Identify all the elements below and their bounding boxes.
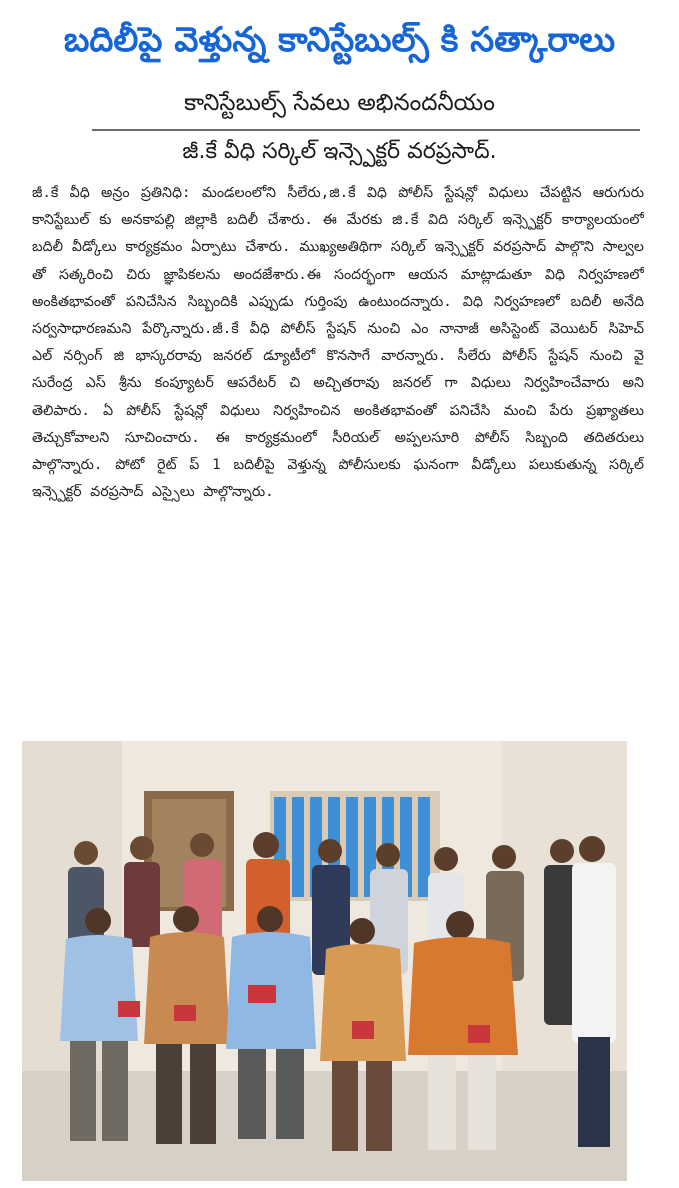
headline: బదిలీపై వెళ్తున్న కానిస్టేబుల్స్ కి సత్కారాలు xyxy=(63,20,616,60)
subheadline: కానిస్టేబుల్స్ సేవలు అభినందనీయం xyxy=(184,90,495,116)
byline: జీ.కే వీధి సర్కిల్ ఇన్స్పెక్టర్ వరప్రసాద్. xyxy=(182,139,497,164)
article-body: జీ.కే వీధి అన్రం ప్రతినిధి: మండలంలోని సీలేరు,జి.కే విధి పోలీస్ స్టేషన్లో విధులు చేపట్టిన ఆరుగురు కానిస్టేబుల్ కు అనకాపల్లి జిల్లాకి బదిలీ చేశారు. ఈ మేరకు జి.కే విది సర్కిల్ ఇన్స్పెక్టర్ కార్యాలయంలో బదిలీ వీడ్కోలు కార్యక్రమం ఏర్పాటు చేశారు. ముఖ్యఅతిథిగా సర్కిల్ ఇన్స్పెక్టర్ వరప్రసాద్ పాల్గొని సాల్వల తో సత్కరించి చిరు జ్ఞాపికలను అందజేశారు.ఈ సందర్భంగా ఆయన మాట్లాడుతూ విధి నిర్వహణలో అంకితభావంతో పనిచేసిన సిబ్బందికి ఎప్పుడు గుర్తింపు ఉంటుందన్నారు. విధి నిర్వహణలో బదిలీ అనేది సర్వసాధారణమని పేర్కొన్నారు.జీ.కే వీధి పోలీస్ స్టేషన్ నుంచి ఎం నానాజీ అసిస్టెంట్ వెయిటర్ సిహెచ్ ఎల్ నర్సింగ్ జి భాస్కరరావు జనరల్ డ్యూటీలో కొనసాగే వారన్నారు. సీలేరు పోలీస్ స్టేషన్ నుంచి వై సురేంద్ర ఎస్ శ్రీను కంప్యూటర్ ఆపరేటర్ చి అచ్చితరావు జనరల్ గా విధులు నిర్వహించేవారు అని తెలిపారు. ఏ పోలీస్ స్టేషన్లో విధులు నిర్వహించిన అంకితభావంతో పనిచేసి మంచి పేరు ప్రఖ్యాతలు తెచ్చుకోవాలని సూచించారు. ఈ కార్యక్రమంలో సీరియల్ అప్పలసూరి పోలీస్ సిబ్బంది తదితరులు పాల్గొన్నారు. పోటో రైట్ ప్ 1 బదిలీపై వెళ్తున్న పోలీసులకు ఘనంగా వీడ్కోలు పలుకుతున్న సర్కిల్ ఇన్స్పెక్టర్ వరప్రసాద్ ఎస్సైలు పాల్గొన్నారు. xyxy=(32,185,644,501)
group-photo-illustration xyxy=(22,741,627,1181)
divider xyxy=(92,129,640,131)
group-photo xyxy=(22,741,627,1181)
